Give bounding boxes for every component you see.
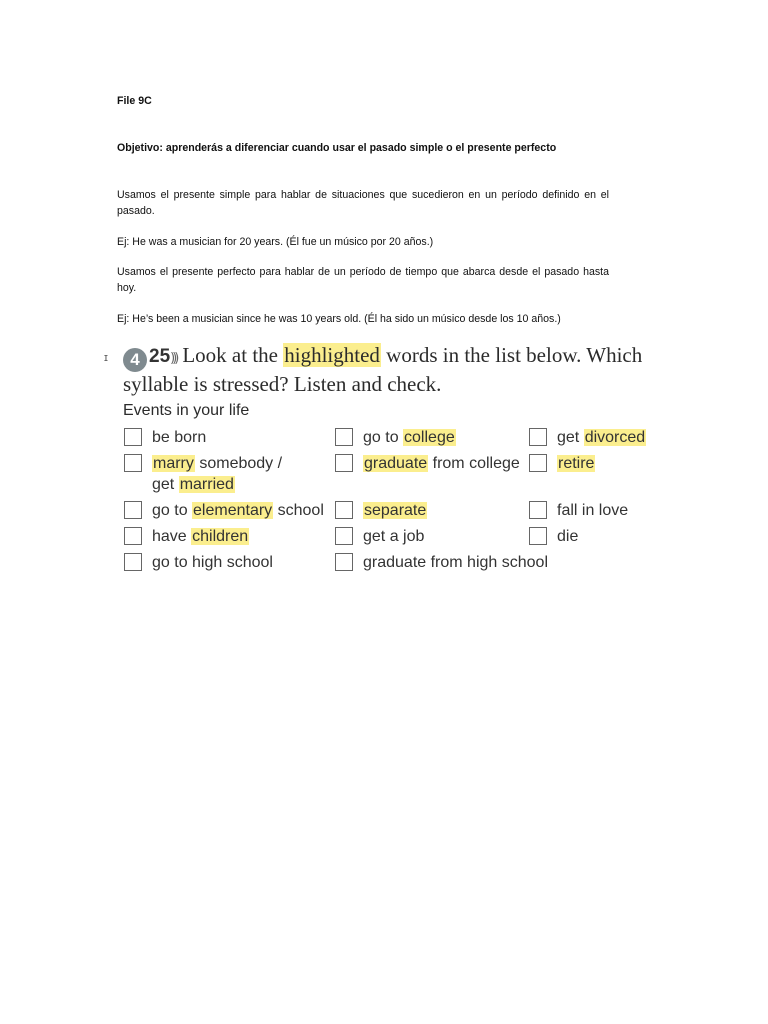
objective-text: Objetivo: aprenderás a diferenciar cuando usar el pasado simple o el presente perfecto [117, 142, 557, 154]
exercise-number-badge: 4 [123, 348, 147, 372]
exercise-instruction [123, 343, 643, 396]
item-marry: marry somebody / [153, 455, 283, 472]
item-elementary: go to elementary school [152, 502, 324, 519]
instruction-line-2: syllable is stressed? Listen and check. [123, 372, 442, 396]
instruction-highlight: highlighted [284, 343, 380, 367]
checkbox-separate[interactable] [335, 501, 353, 519]
checkbox-marry[interactable] [124, 454, 142, 472]
item-fall-love: fall in love [557, 502, 629, 519]
paragraph-presente-perfecto: Usamos el presente perfecto para hablar de un período de tiempo que abarca desde el pasado hasta hoy. [117, 266, 609, 294]
instruction-before: Look at the [182, 343, 278, 367]
item-die: die [557, 528, 579, 545]
checkbox-grad-high[interactable] [335, 553, 353, 571]
track-number: 25 [149, 346, 171, 367]
checkbox-elementary[interactable] [124, 501, 142, 519]
checkbox-high-school[interactable] [124, 553, 142, 571]
item-retire: retire [558, 455, 595, 472]
events-title: Events in your life [123, 402, 250, 419]
checkbox-die[interactable] [529, 527, 547, 545]
checkbox-divorced[interactable] [529, 428, 547, 446]
item-be-born: be born [152, 429, 207, 446]
checkbox-retire[interactable] [529, 454, 547, 472]
item-college: go to college [363, 429, 455, 446]
instruction-after: words in the list below. Which [386, 343, 643, 367]
item-children: have children [152, 528, 249, 545]
item-divorced: get divorced [557, 429, 646, 446]
item-grad-high: graduate from high school [363, 554, 548, 571]
item-get-married: get married [152, 476, 234, 493]
audio-icon: ))) [170, 351, 177, 366]
checkbox-graduate[interactable] [335, 454, 353, 472]
file-label: File 9C [117, 95, 152, 107]
item-job: get a job [363, 528, 425, 545]
checkbox-be-born[interactable] [124, 428, 142, 446]
checkbox-job[interactable] [335, 527, 353, 545]
checkbox-fall-love[interactable] [529, 501, 547, 519]
checkbox-children[interactable] [124, 527, 142, 545]
example-2: Ej: He’s been a musician since he was 10 years old. (Él ha sido un músico desde los 10 años.) [117, 313, 561, 325]
item-high-school: go to high school [152, 554, 273, 571]
example-1: Ej: He was a musician for 20 years. (Él fue un músico por 20 años.) [117, 236, 434, 248]
checkbox-college[interactable] [335, 428, 353, 446]
margin-mark: ɪ [104, 352, 108, 364]
paragraph-pasado-simple: Usamos el presente simple para hablar de situaciones que sucedieron en un período definido en el pasado. [117, 189, 609, 217]
item-graduate: graduate from college [364, 455, 520, 472]
item-separate: separate [364, 502, 427, 519]
